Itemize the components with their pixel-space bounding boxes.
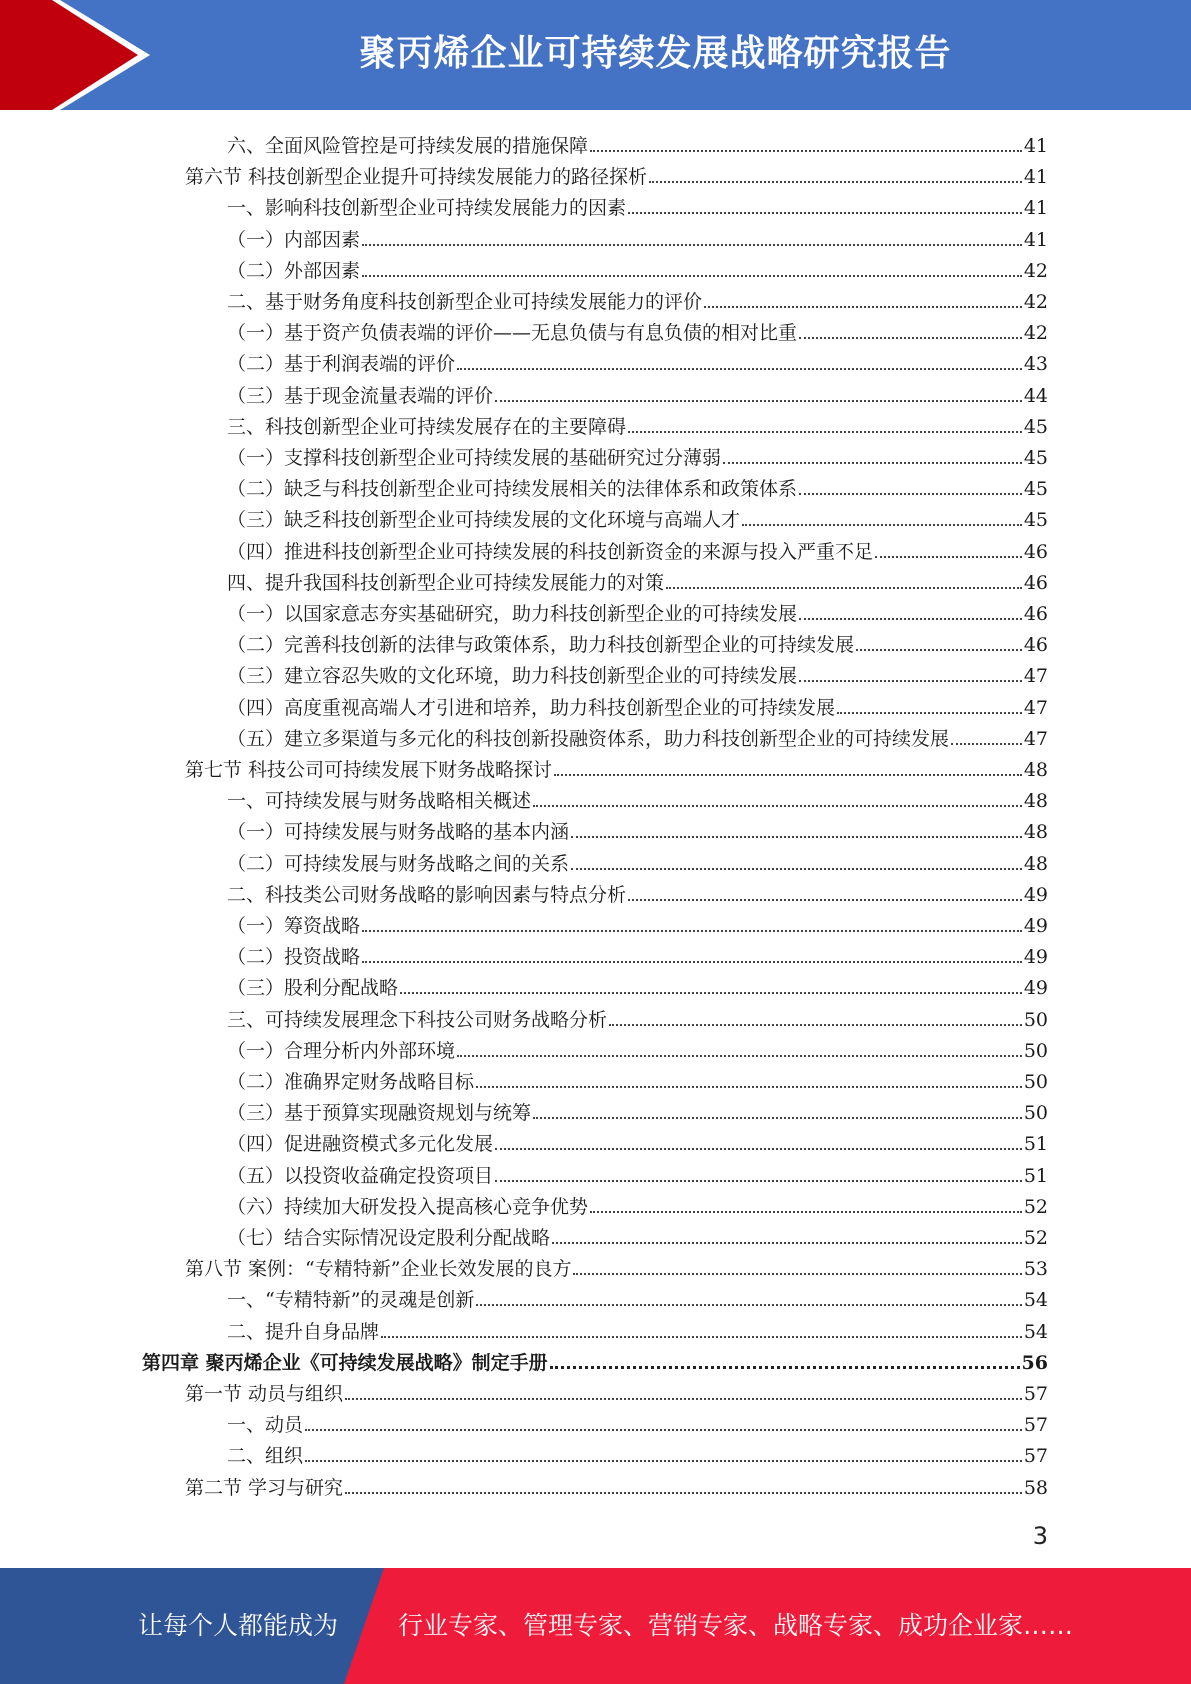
toc-entry-page: 52 [1023, 1227, 1048, 1249]
toc-entry-label: 一、影响科技创新型企业可持续发展能力的因素 [227, 197, 627, 220]
report-title: 聚丙烯企业可持续发展战略研究报告 [359, 33, 952, 74]
toc-dot-leader [533, 805, 1022, 807]
toc-entry-label: （六）持续加大研发投入提高核心竞争优势 [227, 1195, 589, 1218]
toc-entry-label: （一）可持续发展与财务战略的基本内涵 [227, 821, 570, 844]
toc-entry[interactable] [227, 534, 1048, 564]
toc-entry-page: 48 [1023, 759, 1048, 781]
toc-entry-label: 第八节 案例：“专精特新”企业长效发展的良方 [185, 1258, 572, 1281]
toc-entry[interactable] [227, 284, 1048, 314]
toc-dot-leader [875, 556, 1022, 558]
toc-entry-label: （四）促进融资模式多元化发展 [227, 1133, 494, 1156]
toc-entry-page: 47 [1023, 665, 1048, 688]
toc-entry-label: 一、“专精特新”的灵魂是创新 [227, 1289, 475, 1312]
toc-entry-label: （一）筹资战略 [227, 915, 361, 937]
toc-entry[interactable] [227, 814, 1048, 844]
toc-dot-leader [345, 1492, 1022, 1494]
toc-dot-leader [742, 524, 1022, 526]
toc-dot-leader [628, 431, 1022, 433]
toc-entry-label: 四、提升我国科技创新型企业可持续发展能力的对策 [227, 571, 665, 594]
toc-dot-leader [628, 899, 1022, 901]
toc-entry[interactable] [227, 1158, 1048, 1188]
toc-dot-leader [799, 337, 1022, 339]
toc-entry-page: 49 [1023, 946, 1048, 969]
page-header [0, 0, 1191, 110]
toc-entry-page: 54 [1023, 1320, 1048, 1343]
toc-entry-page: 54 [1023, 1289, 1048, 1312]
toc-dot-leader [305, 1429, 1022, 1431]
toc-entry-page: 58 [1023, 1476, 1048, 1499]
toc-entry-label: 二、组织 [227, 1445, 304, 1468]
toc-dot-leader [723, 462, 1022, 464]
toc-entry[interactable] [227, 1033, 1048, 1063]
toc-entry[interactable] [227, 658, 1048, 688]
toc-dot-leader [799, 618, 1022, 620]
toc-entry-label: （二）缺乏与科技创新型企业可持续发展相关的法律体系和政策体系 [227, 478, 798, 501]
toc-entry[interactable] [227, 1282, 1048, 1312]
toc-entry-label: 第六节 科技创新型企业提升可持续发展能力的路径探析 [185, 166, 648, 189]
footer-slogan-left: 让每个人都能成为 [138, 1611, 339, 1640]
toc-entry-page: 53 [1023, 1258, 1048, 1281]
toc-entry[interactable] [227, 970, 1048, 1000]
toc-dot-leader [666, 587, 1022, 589]
toc-entry-label: 二、基于财务角度科技创新型企业可持续发展能力的评价 [227, 291, 703, 313]
toc-entry-page: 46 [1023, 634, 1048, 657]
toc-entry-label: （四）推进科技创新型企业可持续发展的科技创新资金的来源与投入严重不足 [227, 540, 874, 563]
toc-entry-label: （三）基于预算实现融资规划与统筹 [227, 1102, 532, 1125]
toc-entry-label: 第四章 聚丙烯企业《可持续发展战略》制定手册 [142, 1351, 548, 1374]
toc-entry-page: 57 [1023, 1445, 1048, 1468]
toc-entry-label: 三、科技创新型企业可持续发展存在的主要障碍 [227, 415, 627, 438]
toc-entry-page: 45 [1023, 509, 1048, 532]
toc-entry[interactable] [227, 128, 1048, 158]
toc-entry-label: 六、全面风险管控是可持续发展的措施保障 [227, 135, 589, 157]
toc-entry[interactable] [227, 877, 1048, 907]
toc-entry-label: （三）建立容忍失败的文化环境，助力科技创新型企业的可持续发展 [227, 665, 798, 688]
toc-entry-label: （三）基于现金流量表端的评价 [227, 384, 494, 407]
toc-entry[interactable] [227, 596, 1048, 626]
toc-dot-leader [457, 368, 1022, 370]
page-number: 3 [1032, 1522, 1048, 1550]
toc-entry[interactable] [227, 627, 1048, 657]
toc-entry-label: （一）合理分析内外部环境 [227, 1039, 456, 1062]
toc-entry[interactable] [227, 783, 1048, 813]
toc-entry[interactable] [185, 1470, 1048, 1500]
toc-entry[interactable] [227, 1064, 1048, 1094]
toc-entry[interactable] [227, 1126, 1048, 1156]
toc-dot-leader [305, 1460, 1022, 1462]
toc-entry-page: 48 [1023, 821, 1048, 844]
toc-entry-label: （二）基于利润表端的评价 [227, 353, 456, 376]
toc-entry[interactable] [227, 502, 1048, 532]
toc-entry[interactable] [227, 1189, 1048, 1219]
toc-entry-label: （三）缺乏科技创新型企业可持续发展的文化环境与高端人才 [227, 509, 741, 532]
toc-entry-label: （一）以国家意志夯实基础研究，助力科技创新型企业的可持续发展 [227, 603, 798, 625]
toc-entry[interactable] [227, 253, 1048, 283]
toc-entry-page: 50 [1023, 1102, 1048, 1125]
toc-entry-label: （二）完善科技创新的法律与政策体系，助力科技创新型企业的可持续发展 [227, 634, 855, 657]
toc-dot-leader [573, 1273, 1021, 1275]
toc-entry-page: 50 [1023, 1071, 1048, 1093]
toc-dot-leader [495, 1148, 1022, 1150]
toc-entry[interactable] [227, 846, 1048, 876]
toc-entry-label: 一、可持续发展与财务战略相关概述 [227, 790, 532, 813]
toc-entry-label: （二）可持续发展与财务战略之间的关系 [227, 852, 570, 875]
toc-entry[interactable] [227, 939, 1048, 969]
toc-entry[interactable] [227, 721, 1048, 751]
toc-entry[interactable] [227, 1095, 1048, 1125]
toc-entry-page: 47 [1023, 696, 1048, 719]
toc-entry-page: 47 [1023, 727, 1048, 750]
toc-entry[interactable] [227, 315, 1048, 345]
toc-entry[interactable] [227, 690, 1048, 720]
toc-entry-page: 42 [1023, 259, 1048, 282]
toc-dot-leader [951, 743, 1022, 745]
toc-entry-label: （二）准确界定财务战略目标 [227, 1071, 475, 1093]
toc-entry-page: 57 [1023, 1383, 1048, 1405]
toc-entry-label: （七）结合实际情况设定股利分配战略 [227, 1227, 551, 1249]
toc-entry[interactable] [227, 346, 1048, 376]
toc-entry-label: （一）支撑科技创新型企业可持续发展的基础研究过分薄弱 [227, 447, 722, 469]
toc-entry[interactable] [227, 471, 1048, 501]
toc-dot-leader [649, 181, 1022, 183]
toc-entry-page: 52 [1023, 1195, 1048, 1218]
toc-entry-page: 49 [1023, 915, 1048, 937]
toc-dot-leader [476, 1304, 1021, 1306]
toc-dot-leader [799, 493, 1022, 495]
toc-entry[interactable] [185, 752, 1048, 782]
toc-entry-page: 42 [1023, 322, 1048, 345]
toc-entry[interactable] [227, 908, 1048, 938]
toc-entry-label: （一）基于资产负债表端的评价——无息负债与有息负债的相对比重 [227, 322, 798, 345]
toc-entry[interactable] [227, 1438, 1048, 1468]
toc-entry-page: 49 [1023, 977, 1048, 1000]
toc-entry[interactable] [142, 1345, 1048, 1375]
toc-dot-leader [554, 774, 1022, 776]
toc-entry[interactable] [227, 1002, 1048, 1032]
page-footer [0, 1568, 1191, 1684]
toc-entry-page: 56 [1021, 1351, 1048, 1374]
toc-dot-leader [345, 1398, 1022, 1400]
toc-dot-leader [362, 930, 1022, 932]
toc-entry-label: 第二节 学习与研究 [185, 1476, 344, 1499]
toc-dot-leader [362, 244, 1022, 246]
toc-entry-label: 二、提升自身品牌 [227, 1320, 380, 1343]
toc-entry-label: 一、动员 [227, 1414, 304, 1437]
toc-entry[interactable] [227, 222, 1048, 252]
toc-entry-page: 44 [1023, 384, 1048, 407]
toc-entry-page: 51 [1023, 1164, 1048, 1187]
toc-entry-label: 第一节 动员与组织 [185, 1383, 344, 1405]
toc-dot-leader [495, 400, 1022, 402]
toc-dot-leader [590, 150, 1022, 152]
toc-entry[interactable] [185, 1251, 1048, 1281]
toc-entry-label: （三）股利分配战略 [227, 977, 399, 1000]
toc-entry[interactable] [227, 378, 1048, 408]
toc-entry-page: 43 [1023, 353, 1048, 376]
toc-dot-leader [799, 680, 1022, 682]
toc-entry[interactable] [227, 409, 1048, 439]
toc-entry-page: 48 [1023, 790, 1048, 813]
toc-entry-page: 49 [1023, 883, 1048, 906]
toc-entry-page: 50 [1023, 1008, 1048, 1031]
toc-dot-leader [476, 1086, 1022, 1088]
toc-dot-leader [457, 1055, 1022, 1057]
toc-entry-page: 45 [1023, 415, 1048, 438]
toc-entry-page: 45 [1023, 478, 1048, 501]
toc-dot-leader [856, 649, 1022, 651]
toc-entry-page: 41 [1023, 135, 1048, 157]
toc-entry-page: 48 [1023, 852, 1048, 875]
toc-entry-label: （二）投资战略 [227, 946, 361, 969]
toc-entry[interactable] [185, 159, 1048, 189]
toc-entry-label: 二、科技类公司财务战略的影响因素与特点分析 [227, 883, 627, 906]
toc-dot-leader [362, 275, 1022, 277]
toc-entry-label: （一）内部因素 [227, 228, 361, 251]
toc-dot-leader [837, 712, 1022, 714]
toc-dot-leader [552, 1242, 1022, 1244]
toc-entry-page: 50 [1023, 1039, 1048, 1062]
toc-dot-leader [400, 992, 1022, 994]
toc-entry-page: 45 [1023, 447, 1048, 469]
toc-entry[interactable] [227, 440, 1048, 470]
toc-entry-page: 41 [1023, 197, 1048, 220]
toc-dot-leader [704, 306, 1022, 308]
toc-entry-label: （五）建立多渠道与多元化的科技创新投融资体系，助力科技创新型企业的可持续发展 [227, 727, 950, 750]
toc-entry-page: 57 [1023, 1414, 1048, 1437]
toc-entry-label: （二）外部因素 [227, 259, 361, 282]
toc-dot-leader [609, 1024, 1022, 1026]
footer-slogan-right: 行业专家、管理专家、营销专家、战略专家、成功企业家…… [398, 1611, 1074, 1640]
toc-entry-page: 51 [1023, 1133, 1048, 1156]
toc-dot-leader [362, 961, 1022, 963]
toc-entry[interactable] [227, 190, 1048, 220]
toc-entry-page: 46 [1023, 603, 1048, 625]
toc-entry[interactable] [227, 1314, 1048, 1344]
toc-dot-leader [571, 836, 1022, 838]
toc-dot-leader [550, 1366, 1020, 1369]
toc-entry-label: （四）高度重视高端人才引进和培养，助力科技创新型企业的可持续发展 [227, 696, 836, 719]
toc-dot-leader [381, 1336, 1022, 1338]
toc-entry-label: （五）以投资收益确定投资项目 [227, 1164, 494, 1187]
toc-entry[interactable] [227, 1407, 1048, 1437]
toc-entry-page: 46 [1023, 540, 1048, 563]
toc-entry[interactable] [185, 1376, 1048, 1406]
toc-dot-leader [495, 1180, 1022, 1182]
toc-entry[interactable] [227, 565, 1048, 595]
toc-entry-page: 41 [1023, 228, 1048, 251]
toc-dot-leader [533, 1117, 1022, 1119]
toc-entry-page: 41 [1023, 166, 1048, 189]
toc-dot-leader [628, 212, 1022, 214]
toc-dot-leader [590, 1211, 1022, 1213]
toc-entry-label: 第七节 科技公司可持续发展下财务战略探讨 [185, 759, 553, 781]
toc-entry-page: 42 [1023, 291, 1048, 313]
toc-dot-leader [571, 868, 1022, 870]
toc-entry-page: 46 [1023, 571, 1048, 594]
toc-entry-label: 三、可持续发展理念下科技公司财务战略分析 [227, 1008, 608, 1031]
toc-entry[interactable] [227, 1220, 1048, 1250]
